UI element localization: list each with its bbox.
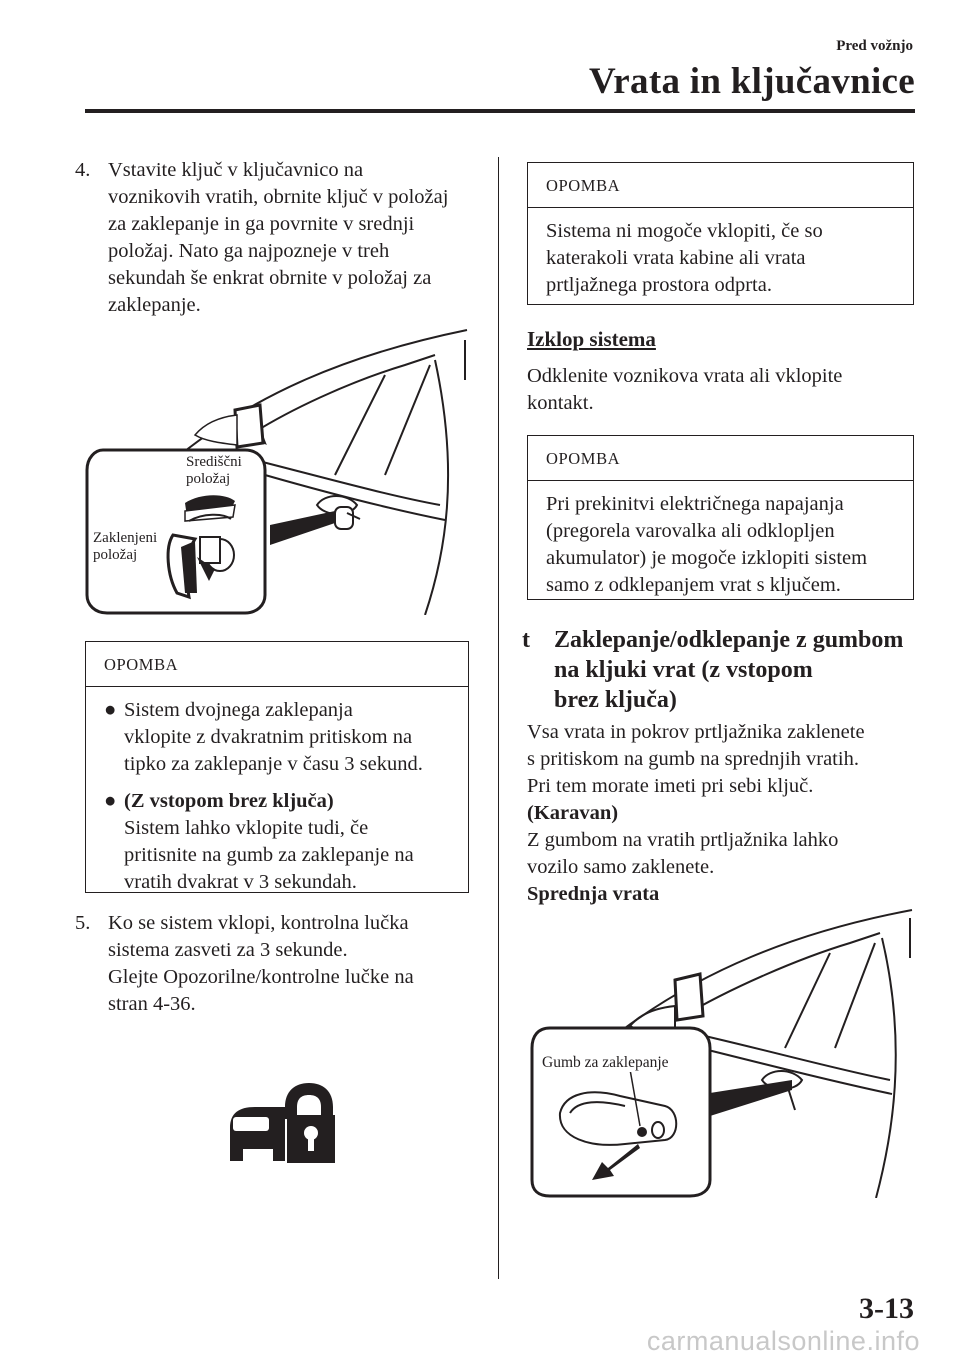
step-5-line: Glejte Opozorilne/kontrolne lučke na (108, 966, 414, 988)
paragraph-line: Z gumbom na vratih prtljažnika lahko (527, 829, 839, 851)
front-doors-label: Sprednja vrata (527, 883, 660, 905)
note-heading: OPOMBA (528, 436, 913, 481)
watermark: carmanualsonline.info (646, 1326, 920, 1356)
note-subtitle: (Z vstopom brez ključa) (124, 790, 334, 812)
step-5-number: 5. (75, 912, 91, 934)
note-power-interruption (527, 435, 914, 600)
note-line: vklopite z dvakratnim pritiskom na (124, 726, 413, 748)
bullet-icon: ● (104, 790, 117, 812)
section-label: Pred vožnjo (836, 38, 913, 54)
paragraph-line: vozilo samo zaklenete. (527, 856, 715, 878)
heading-line: brez ključa) (554, 687, 677, 713)
paragraph-line: Vsa vrata in pokrov prtljažnika zaklenete (527, 721, 865, 743)
subsection-heading-button-locking (522, 625, 922, 720)
step-4 (75, 157, 485, 327)
mirror-icon (675, 974, 703, 1020)
step-5-line: sistema zasveti za 3 sekunde. (108, 939, 348, 961)
label-center-position-1: Središčni (186, 454, 242, 470)
note-line: vratih dvakrat v 3 sekundah. (124, 871, 357, 893)
mirror-icon (195, 405, 263, 447)
label-locked-position-2: položaj (93, 547, 138, 563)
note-line: Sistem lahko vklopite tudi, če (124, 817, 369, 839)
note-line: samo z odklepanjem vrat s ključem. (546, 574, 841, 596)
note-double-locking (85, 641, 469, 893)
paragraph-line: Odklenite voznikova vrata ali vklopite (527, 365, 843, 387)
step-5-line: Ko se sistem vklopi, kontrolna lučka (108, 912, 409, 934)
note-heading: OPOMBA (528, 163, 913, 208)
note-bullet-item (104, 788, 454, 896)
label-locked-position-1: Zaklenjeni (93, 530, 158, 546)
header-rule (85, 109, 915, 113)
step-4-line: za zaklepanje in ga povrnite v srednji (108, 213, 415, 235)
page-number: 3-13 (859, 1292, 914, 1325)
button-locking-paragraph (527, 719, 922, 908)
section-heading-deactivation: Izklop sistema (527, 327, 656, 351)
note-line: Pri prekinitvi električnega napajanja (546, 493, 844, 515)
note-cannot-activate (527, 162, 914, 305)
note-heading: OPOMBA (86, 642, 468, 687)
deactivation-paragraph (527, 363, 917, 417)
paragraph-line: kontakt. (527, 392, 594, 414)
step-4-line: položaj. Nato ga najpozneje v treh (108, 240, 390, 262)
note-line: (pregorela varovalka ali odklopljen (546, 520, 835, 542)
note-line: pritisnite na gumb za zaklepanje na (124, 844, 414, 866)
step-5 (75, 910, 485, 1025)
label-lock-button: Gumb za zaklepanje (542, 1054, 669, 1071)
step-5-line: stran 4-36. (108, 993, 196, 1015)
note-bullet-item (104, 697, 454, 778)
step-4-line: sekundah še enkrat obrnite v položaj za (108, 267, 432, 289)
label-center-position-2: položaj (186, 471, 231, 487)
heading-line: Zaklepanje/odklepanje z gumbom (554, 627, 904, 653)
step-4-line: voznikovih vratih, obrnite ključ v položaj (108, 186, 449, 208)
note-line: akumulator) je mogoče izklopiti sistem (546, 547, 868, 569)
note-line: prtljažnega prostora odprta. (546, 274, 772, 296)
step-4-line: Vstavite ključ v ključavnico na (108, 159, 364, 181)
page-title: Vrata in ključavnice (589, 61, 915, 102)
section-marker-icon: t (522, 627, 530, 653)
column-divider (498, 157, 499, 1279)
door-handle-button-illustration (530, 908, 915, 1198)
paragraph-line: s pritiskom na gumb na sprednjih vratih. (527, 748, 859, 770)
step-4-number: 4. (75, 159, 91, 181)
door-key-illustration (85, 325, 470, 615)
heading-line: na kljuki vrat (z vstopom (554, 657, 813, 683)
note-line: Sistema ni mogoče vklopiti, če so (546, 220, 823, 242)
paragraph-line: Pri tem morate imeti pri sebi ključ. (527, 775, 814, 797)
wagon-label: (Karavan) (527, 802, 619, 824)
note-line: Sistem dvojnega zaklepanja (124, 699, 353, 721)
bullet-icon: ● (104, 699, 117, 721)
note-line: tipko za zaklepanje v času 3 sekund. (124, 753, 423, 775)
note-line: katerakoli vrata kabine ali vrata (546, 247, 806, 269)
security-indicator-icon (225, 1083, 337, 1163)
lock-button-icon (637, 1127, 647, 1137)
step-4-line: zaklepanje. (108, 294, 201, 316)
